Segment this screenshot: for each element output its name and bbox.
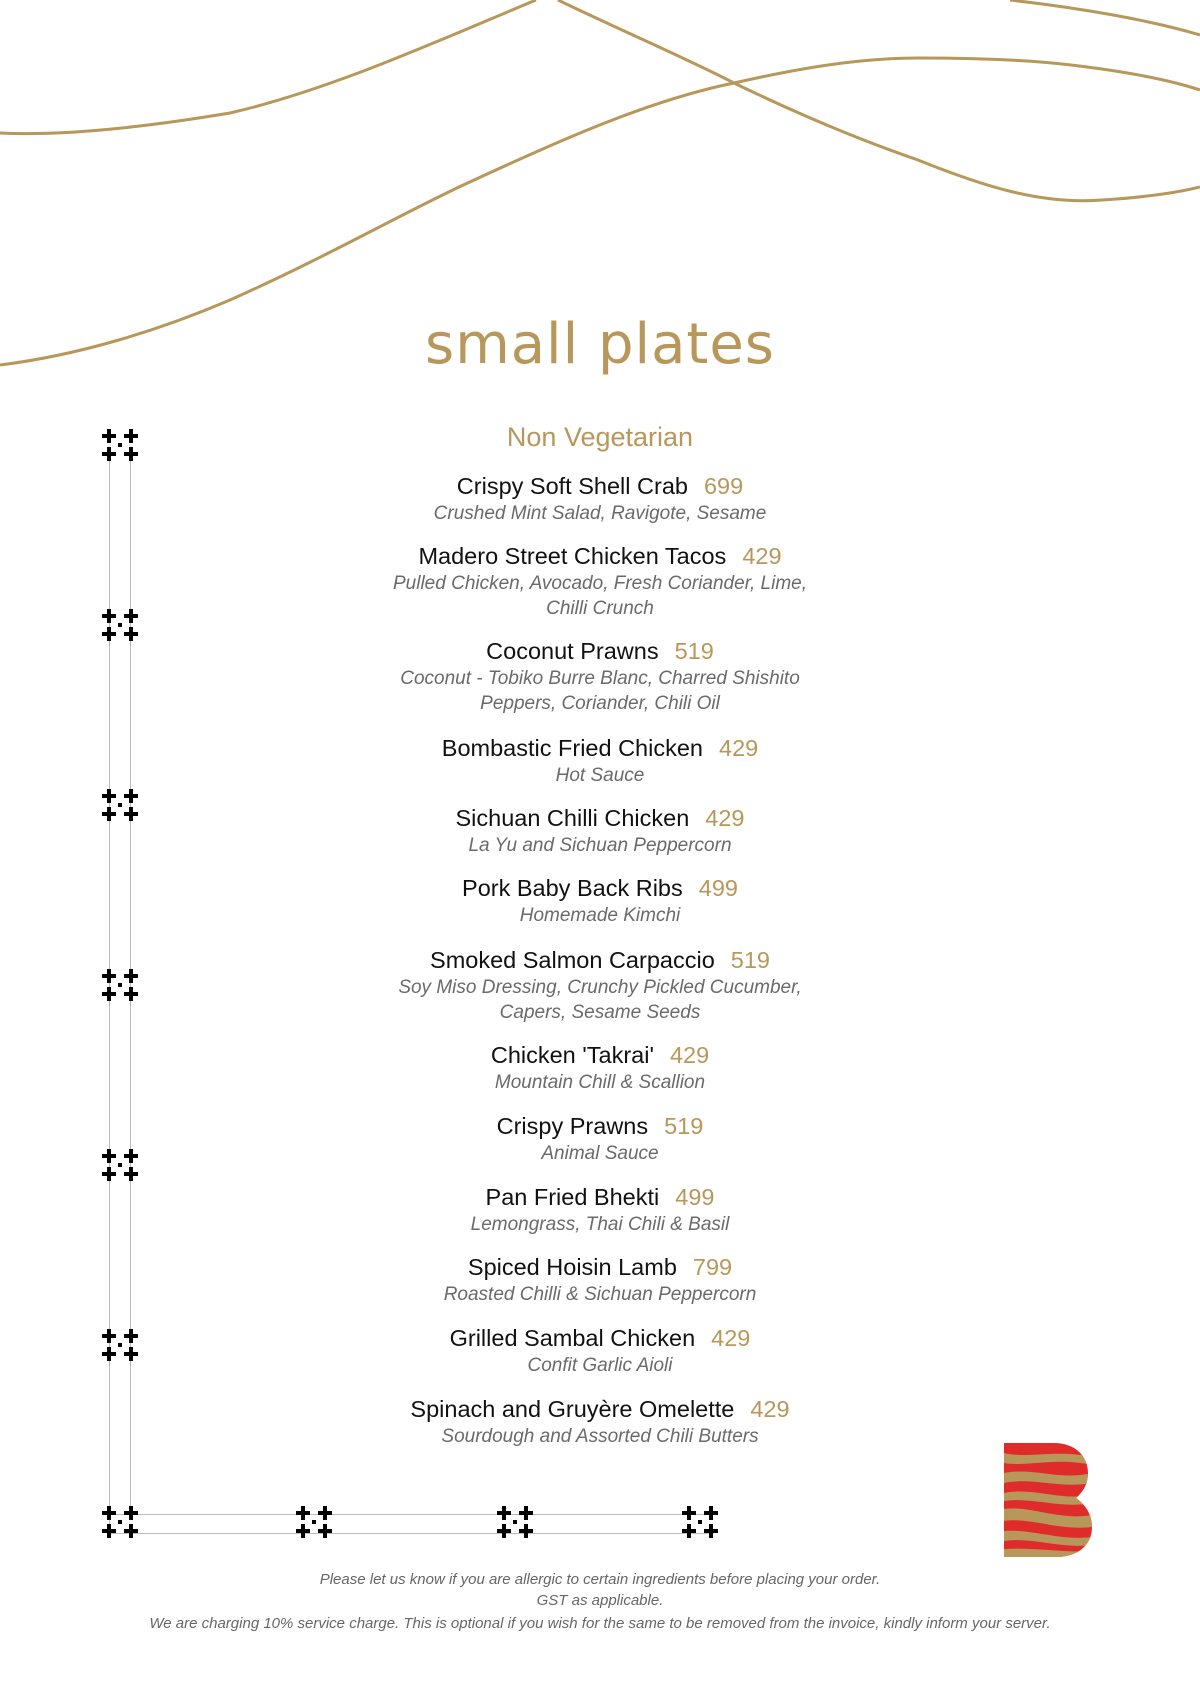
- item-price: 799: [692, 1254, 733, 1280]
- item-title-line: [300, 1040, 900, 1070]
- item-title-line: [300, 1323, 900, 1353]
- item-name: Spinach and Gruyère Omelette: [410, 1396, 735, 1422]
- cross-ornament-icon: [102, 1147, 138, 1183]
- item-price: 429: [719, 735, 759, 761]
- item-description: Mountain Chill & Scallion: [494, 1072, 706, 1093]
- cross-ornament-icon: [102, 787, 138, 823]
- cross-ornament-icon: [102, 1327, 138, 1363]
- item-title-line: [300, 945, 900, 975]
- item-price: 429: [669, 1042, 710, 1068]
- item-price: 499: [675, 1184, 715, 1210]
- menu-item: [300, 803, 900, 858]
- page-title: small plates: [425, 312, 775, 377]
- item-title-line: [300, 636, 900, 666]
- item-name: Pan Fried Bhekti: [485, 1184, 660, 1210]
- item-description: Peppers, Coriander, Chili Oil: [480, 693, 720, 714]
- item-title-line: [300, 1394, 900, 1424]
- item-price: 429: [705, 805, 745, 831]
- item-description: Capers, Sesame Seeds: [499, 1002, 701, 1023]
- menu-item: [300, 1252, 900, 1307]
- item-description: Crushed Mint Salad, Ravigote, Sesame: [433, 503, 767, 524]
- item-description: Pulled Chicken, Avocado, Fresh Coriander, Lime,: [393, 573, 807, 594]
- item-name: Madero Street Chicken Tacos: [418, 543, 727, 569]
- cross-ornament-icon: [682, 1504, 718, 1540]
- item-title-line: [300, 1252, 900, 1282]
- item-name: Coconut Prawns: [486, 638, 659, 664]
- cross-ornament-icon: [102, 1504, 138, 1540]
- brand-logo: [1004, 1443, 1092, 1557]
- menu-item: [300, 873, 900, 928]
- item-name: Chicken 'Takrai': [490, 1042, 654, 1068]
- border-line: [109, 1514, 714, 1515]
- footer-note: Please let us know if you are allergic to certain ingredients before placing your order.: [319, 1571, 881, 1588]
- item-price: 499: [698, 875, 738, 901]
- item-description: La Yu and Sichuan Peppercorn: [468, 835, 732, 856]
- menu-item: [300, 1040, 900, 1095]
- item-description: Lemongrass, Thai Chili & Basil: [470, 1214, 730, 1235]
- border-line: [109, 1533, 714, 1534]
- menu-item: [300, 1111, 900, 1166]
- cross-ornament-icon: [497, 1504, 533, 1540]
- item-price: 429: [750, 1396, 790, 1422]
- item-name: Bombastic Fried Chicken: [441, 735, 703, 761]
- menu-item: [300, 636, 900, 716]
- item-title-line: [300, 803, 900, 833]
- item-name: Sichuan Chilli Chicken: [455, 805, 690, 831]
- menu-item: [300, 541, 900, 621]
- menu-item: [300, 733, 900, 788]
- item-description: Chilli Crunch: [546, 598, 654, 619]
- menu-item: [300, 1182, 900, 1237]
- item-name: Pork Baby Back Ribs: [462, 875, 683, 901]
- section-heading: Non Vegetarian: [506, 422, 694, 452]
- item-description: Hot Sauce: [555, 765, 645, 786]
- item-title-line: [300, 541, 900, 571]
- menu-item: [300, 1323, 900, 1378]
- item-name: Crispy Soft Shell Crab: [456, 473, 688, 499]
- cross-ornament-icon: [102, 607, 138, 643]
- footer-note: GST as applicable.: [536, 1592, 664, 1609]
- cross-ornament-icon: [102, 967, 138, 1003]
- item-price: 699: [703, 473, 744, 499]
- item-description: Coconut - Tobiko Burre Blanc, Charred Shishito: [400, 668, 800, 689]
- footer-note: We are charging 10% service charge. This is optional if you wish for the same to be removed from the invoice, kindly inform your server.: [149, 1615, 1051, 1632]
- item-description: Animal Sauce: [541, 1143, 659, 1164]
- item-name: Smoked Salmon Carpaccio: [430, 947, 715, 973]
- item-description: Homemade Kimchi: [519, 905, 681, 926]
- item-name: Spiced Hoisin Lamb: [467, 1254, 677, 1280]
- item-name: Crispy Prawns: [496, 1113, 649, 1139]
- item-title-line: [300, 471, 900, 501]
- item-price: 519: [730, 947, 770, 973]
- item-description: Soy Miso Dressing, Crunchy Pickled Cucumber,: [398, 977, 802, 998]
- item-price: 429: [711, 1325, 751, 1351]
- item-title-line: [300, 733, 900, 763]
- item-title-line: [300, 1182, 900, 1212]
- menu-item: [300, 471, 900, 526]
- cross-ornament-icon: [102, 427, 138, 463]
- item-description: Sourdough and Assorted Chili Butters: [441, 1426, 759, 1447]
- menu-item: [300, 1394, 900, 1449]
- item-title-line: [300, 1111, 900, 1141]
- item-name: Grilled Sambal Chicken: [449, 1325, 696, 1351]
- cross-ornament-icon: [296, 1504, 332, 1540]
- item-price: 519: [664, 1113, 704, 1139]
- item-title-line: [300, 873, 900, 903]
- item-price: 429: [742, 543, 782, 569]
- menu-item: [300, 945, 900, 1025]
- item-description: Roasted Chilli & Sichuan Peppercorn: [443, 1284, 757, 1305]
- item-price: 519: [674, 638, 714, 664]
- item-description: Confit Garlic Aioli: [527, 1355, 673, 1376]
